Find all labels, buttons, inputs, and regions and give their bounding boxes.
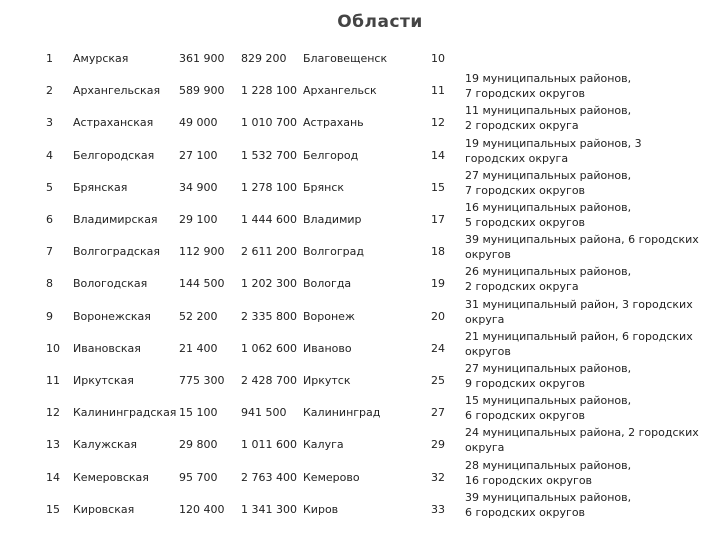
region-capital: Брянск [303,180,345,194]
region-code: 29 [431,438,445,452]
region-area: 29 100 [179,213,218,226]
region-population: 1 532 700 [241,148,297,162]
region-capital: Владимир [303,213,362,226]
row-number: 4 [46,148,53,162]
description-line: округов [465,344,511,358]
region-name: Кировская [73,502,135,516]
region-name: Ивановская [73,341,141,355]
region-population: 1 278 100 [241,180,297,194]
region-municipal-description [465,136,715,166]
region-municipal-description [465,329,715,359]
description-line: округов [465,248,511,262]
region-name: Брянская [73,180,128,194]
region-area: 34 900 [179,180,218,194]
row-number: 15 [46,502,60,516]
region-code: 19 [431,277,445,291]
row-number: 9 [46,309,53,323]
description-line: 26 муниципальных районов, [465,265,632,279]
row-number: 13 [46,438,60,452]
region-municipal-description [465,232,715,262]
region-name: Иркутская [73,374,134,387]
region-municipal-description [465,458,715,488]
region-municipal-description [465,103,715,133]
region-area: 775 300 [179,374,225,387]
region-capital: Вологда [303,277,352,291]
region-area: 144 500 [179,277,225,291]
region-name: Волгоградская [73,245,160,259]
region-capital: Астрахань [303,116,364,130]
page-title: Области [337,12,423,32]
description-line: округа [465,312,505,326]
region-name: Белгородская [73,148,155,162]
region-name: Амурская [73,52,129,65]
description-line: 28 муниципальных районов, [465,458,632,472]
region-municipal-description [465,425,715,455]
region-name: Воронежская [73,309,151,323]
region-capital: Кемерово [303,470,360,484]
region-municipal-description [465,490,715,520]
region-code: 20 [431,309,445,323]
row-number: 14 [46,470,60,484]
row-number: 11 [46,374,60,387]
region-capital: Волгоград [303,245,364,259]
row-number: 3 [46,116,53,130]
region-code: 27 [431,406,445,420]
region-name: Астраханская [73,116,154,130]
description-line: 31 муниципальный район, 3 городских [465,297,693,311]
region-municipal-description [465,71,715,101]
row-number: 2 [46,84,53,98]
region-population: 1 011 600 [241,438,297,452]
region-municipal-description [465,264,715,294]
row-number: 7 [46,245,53,259]
description-line: 39 муниципальных районов, [465,490,632,504]
region-area: 589 900 [179,84,225,98]
region-population: 1 341 300 [241,502,297,516]
region-code: 18 [431,245,445,259]
region-capital: Киров [303,502,339,516]
row-number: 8 [46,277,53,291]
description-line: 19 муниципальных районов, [465,72,632,86]
region-capital: Воронеж [303,309,355,323]
description-line: 19 муниципальных районов, 3 [465,136,642,150]
description-line: 21 муниципальный район, 6 городских [465,329,693,343]
region-population: 2 763 400 [241,470,297,484]
region-area: 361 900 [179,52,225,65]
region-code: 24 [431,341,445,355]
description-line: 2 городских округа [465,280,579,294]
region-code: 11 [431,84,445,98]
region-municipal-description [465,361,715,391]
region-code: 32 [431,470,445,484]
region-population: 2 428 700 [241,374,297,387]
row-number: 12 [46,406,60,420]
description-line: 15 муниципальных районов, [465,394,632,408]
region-area: 15 100 [179,406,218,420]
description-line: 9 городских округов [465,377,586,390]
description-line: 7 городских округов [465,183,586,197]
description-line: 16 муниципальных районов, [465,201,632,214]
region-municipal-description [465,168,715,198]
region-population: 1 062 600 [241,341,297,355]
region-population: 941 500 [241,406,287,420]
description-line: 6 городских округов [465,409,586,423]
row-number: 5 [46,180,53,194]
region-capital: Калининград [303,406,381,420]
region-population: 1 228 100 [241,84,297,98]
region-population: 829 200 [241,52,287,65]
region-area: 29 800 [179,438,218,452]
region-area: 27 100 [179,148,218,162]
region-name: Вологодская [73,277,148,291]
row-number: 6 [46,213,53,226]
region-name: Калужская [73,438,138,452]
description-line: 7 городских округов [465,87,586,101]
description-line: 2 городских округа [465,119,579,133]
region-code: 10 [431,52,445,65]
description-line: 27 муниципальных районов, [465,168,632,182]
region-code: 15 [431,180,445,194]
region-capital: Архангельск [303,84,377,98]
table-row [0,490,720,527]
description-line: 16 городских округов [465,473,593,487]
region-capital: Благовещенск [303,52,388,65]
description-line: округа [465,441,505,455]
region-capital: Иваново [303,341,352,355]
description-line: 5 городских округов [465,216,586,229]
region-name: Архангельская [73,84,161,98]
region-area: 52 200 [179,309,218,323]
description-line: 39 муниципальных района, 6 городских [465,233,699,247]
region-code: 12 [431,116,445,130]
region-name: Владимирская [73,213,158,226]
region-area: 112 900 [179,245,225,259]
region-code: 17 [431,213,445,226]
region-capital: Белгород [303,148,359,162]
description-line: 27 муниципальных районов, [465,362,632,375]
region-area: 95 700 [179,470,218,484]
region-population: 1 010 700 [241,116,297,130]
row-number: 1 [46,52,53,65]
region-area: 49 000 [179,116,218,130]
region-municipal-description [465,200,715,230]
description-line: 24 муниципальных района, 2 городских [465,426,699,440]
region-code: 14 [431,148,445,162]
region-population: 1 444 600 [241,213,297,226]
region-area: 21 400 [179,341,218,355]
region-capital: Калуга [303,438,344,452]
region-code: 33 [431,502,445,516]
region-population: 2 611 200 [241,245,297,259]
region-capital: Иркутск [303,374,351,387]
region-code: 25 [431,374,445,387]
region-population: 2 335 800 [241,309,297,323]
region-name: Калининградская [73,406,177,420]
region-name: Кемеровская [73,470,149,484]
region-area: 120 400 [179,502,225,516]
description-line: городских округа [465,151,569,165]
description-line: 11 муниципальных районов, [465,104,632,118]
row-number: 10 [46,341,60,355]
description-line: 6 городских округов [465,505,586,519]
region-municipal-description [465,393,715,423]
region-population: 1 202 300 [241,277,297,291]
region-municipal-description [465,297,715,327]
